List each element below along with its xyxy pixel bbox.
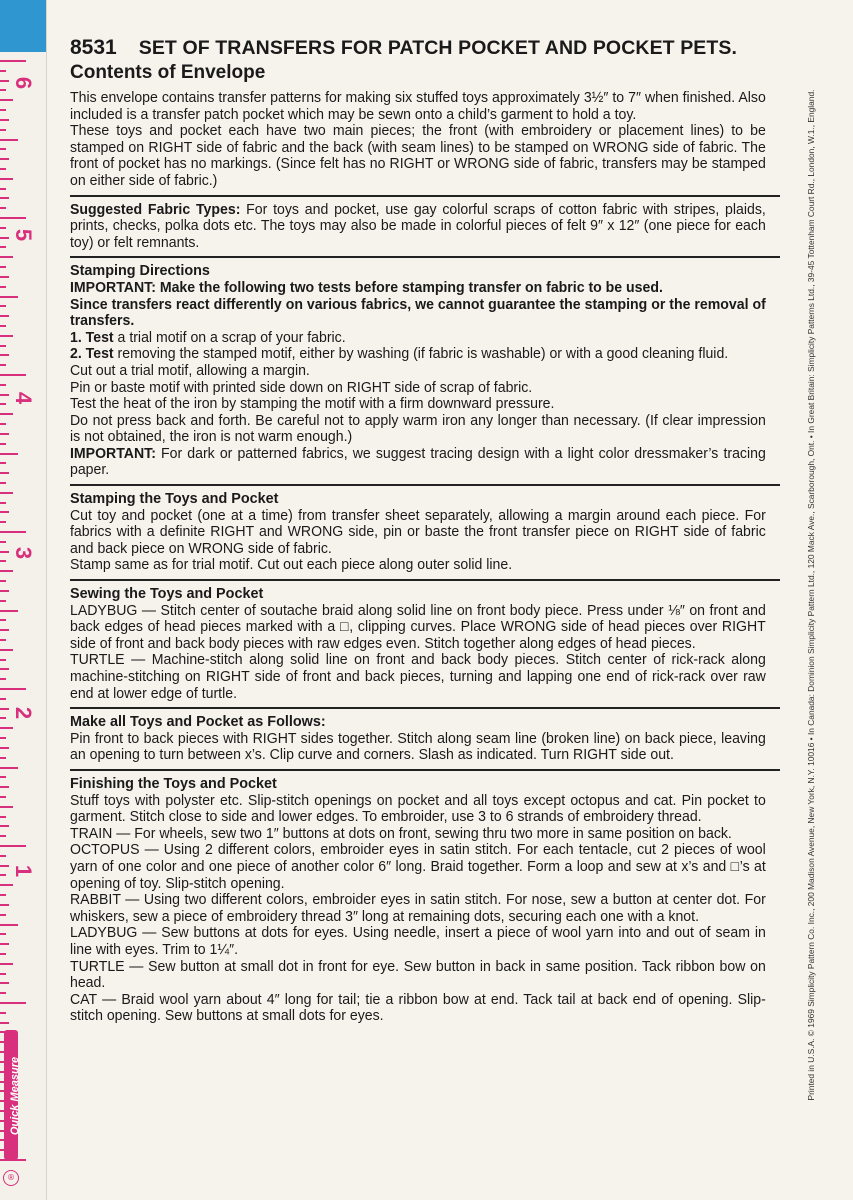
section-divider: [70, 579, 780, 581]
ruler-tick: [0, 335, 13, 337]
ruler-tick: [0, 462, 6, 464]
stamping-line-6: Do not press back and forth. Be careful not to apply warm iron any longer than necessary. (If clear impression is not obtained, the iron is not warm enough.): [70, 412, 766, 446]
finishing-train: TRAIN — For wheels, sew two 1″ buttons at dots on front, sewing thru two more in same position on back.: [70, 825, 732, 842]
ruler-tick: [0, 188, 6, 190]
step-2-text: removing the stamped motif, either by washing (if fabric is washable) or with a good cleaning fluid.: [113, 346, 729, 363]
ruler-tick: [0, 237, 9, 239]
stamping-step-2: [70, 346, 766, 363]
section-divider: [70, 707, 780, 709]
step-1-text: a trial motif on a scrap of your fabric.: [113, 329, 346, 346]
finishing-octopus: OCTOPUS — Using 2 different colors, embroider eyes in satin stitch. For each tentacle, cut 2 pieces of wool yarn of one color and one piece of another color 6″ long. Braid together. Form a loop and sew at x’s and □’s at opening of toy. Slip-stitch opening.: [70, 842, 766, 892]
ruler-tick: [0, 639, 6, 641]
ruler-tick: [0, 345, 6, 347]
ruler-tick: [0, 560, 6, 562]
sewing-turtle: TURTLE — Machine-stitch along solid line on front and back body pieces. Stitch center of rick-rack along machine-stitching on RIGHT side of front and back pieces, turning and lapping one end of rick-rack over raw end at lower edge of turtle.: [70, 652, 766, 702]
ruler-number-1: 1: [11, 864, 36, 878]
section-divider: [70, 484, 780, 486]
ruler-tick: [0, 649, 13, 651]
make-all-text: Pin front to back pieces with RIGHT sides together. Stitch along seam line (broken line) on back piece, leaving an opening to turn between x’s. Clip curve and corners. Slash as indicated. Turn RIGHT side out.: [70, 730, 766, 764]
ruler-tick: [0, 453, 18, 455]
intro-paragraph-2: These toys and pocket each have two main pieces; the front (with embroidery or placement lines) to be stamped on RIGHT side of fabric and the back (with seam lines) to be stamped on WRONG side of fabric. The front of pocket has no markings. (Since felt has no RIGHT or WRONG side of fabric, transfers may be stamped on either side of fabric.): [70, 123, 766, 189]
ruler-tick: [0, 354, 9, 356]
ruler-tick: [0, 796, 6, 798]
ruler-tick: [0, 266, 6, 268]
ruler-number-5: 5: [11, 228, 36, 242]
ruler-tick: [0, 217, 26, 219]
ruler-tick: [0, 963, 13, 965]
ruler-tick: [0, 904, 9, 906]
ruler-tick: [0, 845, 26, 847]
publisher-note: Printed in U.S.A. © 1969 Simplicity Pattern Co. Inc., 200 Madison Avenue, New York, N.Y. 10016 • In Canada: Dominion Simplicity Pattern Ltd., 120 Mack Ave., Scarborough, Ont. • In Great Britain: Simplicity Patterns Ltd., 39-45 Tottenham Court Rd., London, W.1., England.: [806, 89, 816, 1101]
stamping-important: IMPORTANT: Make the following two tests before stamping transfer on fabric to be used.: [70, 279, 663, 296]
section-divider: [70, 769, 780, 771]
ruler-tick: [0, 168, 6, 170]
sheet-title: SET OF TRANSFERS FOR PATCH POCKET AND POCKET PETS.: [138, 37, 738, 59]
ruler-tick: [0, 413, 13, 415]
ruler-tick: [0, 619, 6, 621]
contents-title: Contents of Envelope: [70, 62, 266, 83]
ruler-tick: [0, 492, 13, 494]
ruler-tick: [0, 374, 26, 376]
ruler-tick: [0, 256, 13, 258]
step-1-label: 1. Test: [70, 329, 114, 346]
ruler-tick: [0, 129, 6, 131]
stamping-toys-text-2: Stamp same as for trial motif. Cut out each piece along outer solid line.: [70, 557, 513, 574]
finishing-cat: CAT — Braid wool yarn about 4″ long for tail; tie a ribbon bow at end. Tack tail at back end of opening. Slip-stitch opening. Sew buttons at small dots for eyes.: [70, 991, 766, 1025]
ruler-tick: [0, 207, 6, 209]
ruler-tick: [0, 953, 6, 955]
ruler-tick: [0, 394, 9, 396]
ruler-tick: [0, 717, 6, 719]
measuring-ruler: [0, 0, 47, 1200]
stamping-line-5: Test the heat of the iron by stamping the motif with a firm downward pressure.: [70, 396, 555, 413]
ruler-tick: [0, 384, 6, 386]
ruler-tick: [0, 835, 6, 837]
important-2-label: IMPORTANT:: [70, 445, 156, 462]
ruler-tick: [0, 541, 6, 543]
sheet-header: [70, 36, 780, 60]
section-divider: [70, 195, 780, 197]
ruler-tick: [0, 874, 6, 876]
ruler-tick: [0, 521, 6, 523]
ruler-tick: [0, 943, 9, 945]
ruler-tick: [0, 119, 9, 121]
stamping-directions-title: Stamping Directions: [70, 263, 210, 280]
ruler-tick: [0, 1012, 6, 1014]
publisher-note-strip: [806, 0, 846, 1200]
ruler-tick: [0, 600, 6, 602]
ruler-tick: [0, 315, 9, 317]
ruler-tick: [0, 924, 18, 926]
ruler-tick: [0, 148, 6, 150]
ruler-tick: [0, 502, 6, 504]
ruler-tick: [0, 305, 6, 307]
stamping-important-2: [70, 446, 766, 479]
ruler-tick: [0, 296, 18, 298]
fabric-types-text: For toys and pocket, use gay colorful scraps of cotton fabric with stripes, plaids, prints, checks, polka dots etc. The toys may also be made in colorful pieces of felt 9″ x 12″ (one piece for each toy) or felt remnants.: [70, 201, 766, 251]
instruction-sheet: [70, 36, 780, 1025]
ruler-tick: [0, 973, 6, 975]
ruler-tick: [0, 531, 26, 533]
quick-measure-label: Quick Measure: [9, 1056, 21, 1136]
ruler-number-4: 4: [11, 391, 36, 405]
ruler-tick: [0, 570, 13, 572]
ruler-tick: [0, 659, 6, 661]
ruler-tick: [0, 855, 6, 857]
ruler-tick: [0, 99, 13, 101]
ruler-tick: [0, 139, 18, 141]
ruler-tick: [0, 423, 6, 425]
ruler-tick: [0, 629, 9, 631]
registered-mark: ®: [3, 1170, 19, 1186]
ruler-tick: [0, 276, 9, 278]
ruler-tick: [0, 70, 6, 72]
ruler-tick: [0, 433, 9, 435]
finishing-turtle: TURTLE — Sew button at small dot in front for eye. Sew button in back in same position. Tack ribbon bow on head.: [70, 958, 766, 992]
sewing-ladybug: LADYBUG — Stitch center of soutache braid along solid line on front body piece. Press under ⅛″ on front and back edges of head pieces marked with a □, clipping curves. Place WRONG side of head pieces over RIGHT side of front and back body pieces with raw edges even. Stitch together along edges of head pieces.: [70, 602, 766, 652]
ruler-tick: [0, 482, 6, 484]
ruler-tick: [0, 89, 6, 91]
ruler-tick: [0, 286, 6, 288]
ruler-tick: [0, 708, 9, 710]
ruler-tick: [0, 933, 6, 935]
ruler-tick: [0, 865, 9, 867]
finishing-intro: Stuff toys with polyster etc. Slip-stitch openings on pocket and all toys except octopus and cat. Pin pocket to garment. Stitch close to side and lower edges. To embroider, use 3 to 6 strands of embroidery thread.: [70, 792, 766, 826]
ruler-tick: [0, 776, 6, 778]
stamping-toys-text-1: Cut toy and pocket (one at a time) from transfer sheet separately, allowing a margin around each piece. For fabrics with a definite RIGHT and WRONG side, pin or baste the front transfer piece on RIGHT side of fabric and back piece on WRONG side of fabric.: [70, 507, 766, 557]
finishing-title: Finishing the Toys and Pocket: [70, 775, 277, 792]
finishing-ladybug: LADYBUG — Sew buttons at dots for eyes. Using needle, insert a piece of wool yarn into and out of seam in line with eyes. Trim to 1¼″.: [70, 925, 766, 958]
stamping-toys-title: Stamping the Toys and Pocket: [70, 491, 279, 508]
ruler-tick: [0, 668, 9, 670]
ruler-tick: [0, 816, 6, 818]
ruler-tick: [0, 109, 6, 111]
section-divider: [70, 256, 780, 258]
pattern-number: 8531: [70, 36, 117, 59]
sewing-title: Sewing the Toys and Pocket: [70, 586, 264, 603]
make-all-title: Make all Toys and Pocket as Follows:: [70, 714, 326, 731]
ruler-tick: [0, 914, 6, 916]
ruler-tick: [0, 1022, 9, 1024]
ruler-tick: [0, 80, 9, 82]
ruler-tick: [0, 786, 9, 788]
ruler-tick: [0, 757, 6, 759]
finishing-rabbit: RABBIT — Using two different colors, embroider eyes in satin stitch. For nose, sew a button at center dot. For whiskers, sew a piece of embroidery thread 3″ long at remaining dots, securing each one with a knot.: [70, 892, 766, 925]
ruler-tick: [0, 825, 9, 827]
ruler-tick: [0, 1002, 26, 1004]
ruler-tick: [0, 884, 13, 886]
ruler-tick: [0, 992, 6, 994]
ruler-tick: [0, 698, 6, 700]
ruler-tick: [0, 590, 9, 592]
step-2-label: 2. Test: [70, 346, 114, 363]
stamping-line-3: Cut out a trial motif, allowing a margin.: [70, 362, 310, 379]
ruler-tick: [0, 325, 6, 327]
fabric-types-paragraph: [70, 202, 766, 252]
ruler-tick: [0, 982, 9, 984]
stamping-line-4: Pin or baste motif with printed side down on RIGHT side of scrap of fabric.: [70, 379, 533, 396]
ruler-tick: [0, 747, 9, 749]
stamping-warning: Since transfers react differently on various fabrics, we cannot guarantee the stamping or the removal of transfers.: [70, 296, 766, 330]
ruler-tick: [0, 443, 6, 445]
ruler-tick: [0, 551, 9, 553]
ruler-tick: [0, 767, 18, 769]
ruler-tick: [0, 806, 13, 808]
ruler-tick: [0, 678, 6, 680]
ruler-number-3: 3: [11, 546, 36, 560]
ruler-tick: [0, 158, 9, 160]
ruler-tick: [0, 364, 6, 366]
ruler-tick: [0, 246, 6, 248]
fabric-types-label: Suggested Fabric Types:: [70, 201, 241, 218]
ruler-tick: [0, 894, 6, 896]
ruler-tick: [0, 737, 6, 739]
ruler-blue-tab: [0, 0, 46, 52]
ruler-tick: [0, 610, 18, 612]
ruler-tick: [0, 511, 9, 513]
important-2-text: For dark or patterned fabrics, we suggest tracing design with a light color dressmaker’s tracing paper.: [70, 445, 766, 479]
ruler-tick: [0, 472, 9, 474]
stamping-step-1: [70, 330, 766, 347]
ruler-tick: [0, 727, 13, 729]
ruler-tick: [0, 403, 6, 405]
intro-paragraph-1: This envelope contains transfer patterns for making six stuffed toys approximately 3½″ to 7″ when finished. Also included is a transfer patch pocket which may be sewn onto a child’s garment to hold a toy.: [70, 90, 766, 123]
ruler-tick: [0, 227, 6, 229]
ruler-number-6: 6: [11, 76, 36, 90]
ruler-tick: [0, 688, 26, 690]
ruler-number-2: 2: [11, 706, 36, 720]
ruler-tick: [0, 60, 26, 62]
ruler-tick: [0, 178, 13, 180]
ruler-tick: [0, 580, 6, 582]
ruler-tick: [0, 197, 9, 199]
